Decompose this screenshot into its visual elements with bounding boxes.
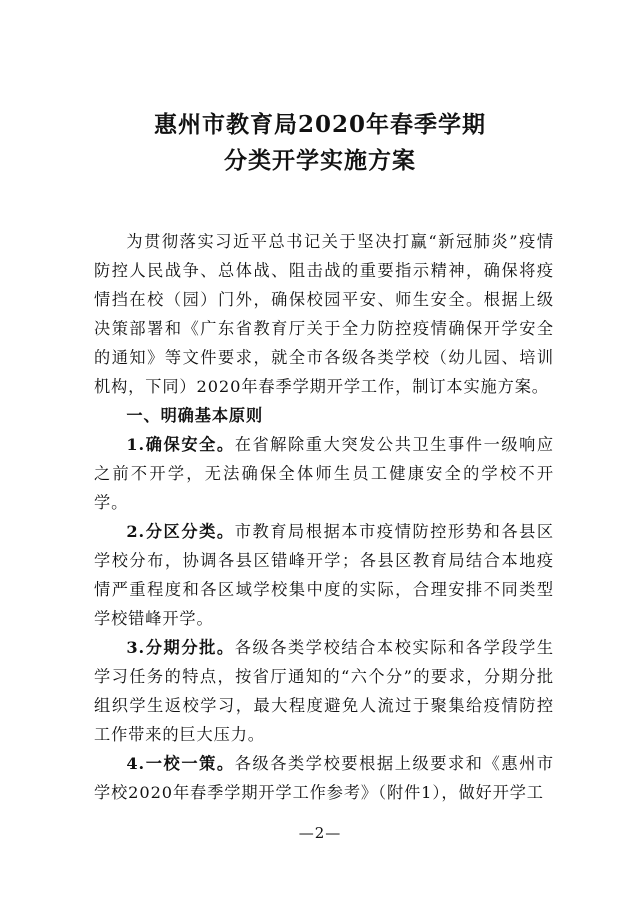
section-heading: 一、明确基本原则 bbox=[126, 406, 264, 425]
principle-text: 市教育局根据本市疫情防控形势和各县区学校分布，协调各县区错峰开学；各县区教育局结合本地疫情严重程度和各区域学校集中度的实际，合理安排不同类型学校错峰开学。 bbox=[94, 522, 555, 628]
principle-label: 4.一校一策。 bbox=[126, 754, 235, 773]
principle-label: 3.分期分批。 bbox=[126, 638, 235, 657]
principle-text: 在省解除重大突发公共卫生事件一级响应之前不开学，无法确保全体师生员工健康安全的学校不开学。 bbox=[94, 435, 555, 512]
page-number: —2— bbox=[298, 824, 342, 842]
principle-text: 各级各类学校要根据上级要求和《惠州市学校2020年春季学期开学工作参考》（附件1），做好开学工 bbox=[94, 754, 555, 802]
principle-label: 2.分区分类。 bbox=[126, 522, 235, 541]
principle-label: 1.确保安全。 bbox=[126, 435, 235, 454]
principle-text: 各级各类学校结合本校实际和各学段学生学习任务的特点，按省厅通知的“六个分”的要求，分期分批组织学生返校学习，最大程度避免人流过于聚集给疫情防控工作带来的巨大压力。 bbox=[94, 638, 555, 744]
document-title-line1: 惠州市教育局2020年春季学期 bbox=[153, 111, 486, 138]
principle-item bbox=[94, 633, 554, 749]
principle-item bbox=[94, 749, 554, 807]
principle-item bbox=[94, 517, 554, 633]
intro-paragraph: 为贯彻落实习近平总书记关于坚决打赢“新冠肺炎”疫情防控人民战争、总体战、阻击战的重要指示精神，确保将疫情挡在校（园）门外，确保校园平安、师生安全。根据上级决策部署和《广东省教育厅关于全力防控疫情确保开学安全的通知》等文件要求，就全市各级各类学校（幼儿园、培训机构，下同）2020年春季学期开学工作，制订本实施方案。 bbox=[94, 232, 554, 396]
document-body bbox=[94, 227, 554, 807]
principle-item bbox=[94, 430, 554, 517]
document-title-line2: 分类开学实施方案 bbox=[224, 147, 416, 174]
